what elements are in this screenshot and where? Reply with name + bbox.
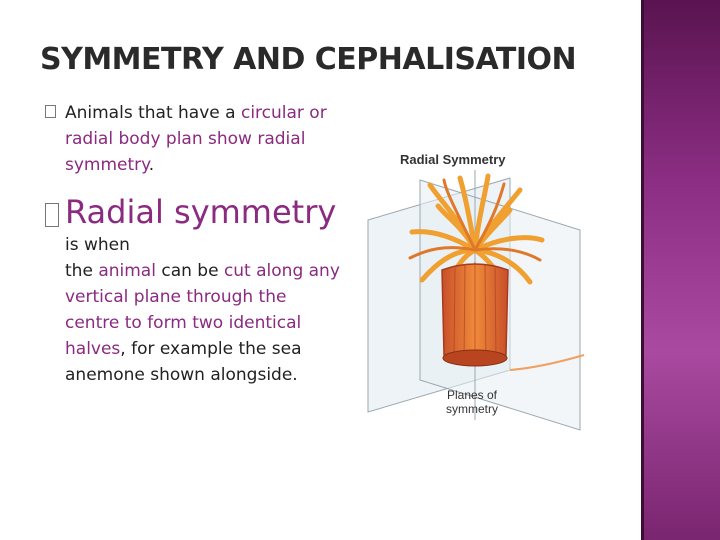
bullet-box-icon	[45, 203, 59, 227]
text-block	[45, 100, 345, 405]
para1-highlight: circular or radial body plan show radial symmetry	[65, 103, 327, 175]
para2-highlight: cut along any vertical plane through the centre to form two identical halves	[65, 261, 340, 359]
para2-text-1: the	[65, 261, 99, 281]
figure-title: Radial Symmetry	[400, 152, 506, 167]
decorative-sidebar	[641, 0, 720, 540]
bullet-box-icon	[45, 105, 56, 118]
figure-caption: Planes of symmetry	[446, 388, 498, 416]
anemone-figure	[360, 140, 590, 460]
para2-text-5: , for example the sea anemone shown alongside.	[65, 339, 302, 385]
para1-end: .	[148, 155, 155, 175]
bullet-paragraph-2	[45, 192, 345, 388]
slide-title: SYMMETRY AND CEPHALISATION	[40, 42, 577, 77]
para1-lead: Animals that have a	[65, 103, 236, 123]
para2-animal: animal	[98, 261, 156, 281]
para2-text-3: can be	[155, 261, 224, 281]
radial-symmetry-term: Radial symmetry	[65, 193, 337, 231]
para2-is-when: is when	[65, 235, 130, 255]
bullet-paragraph-1	[45, 100, 345, 178]
